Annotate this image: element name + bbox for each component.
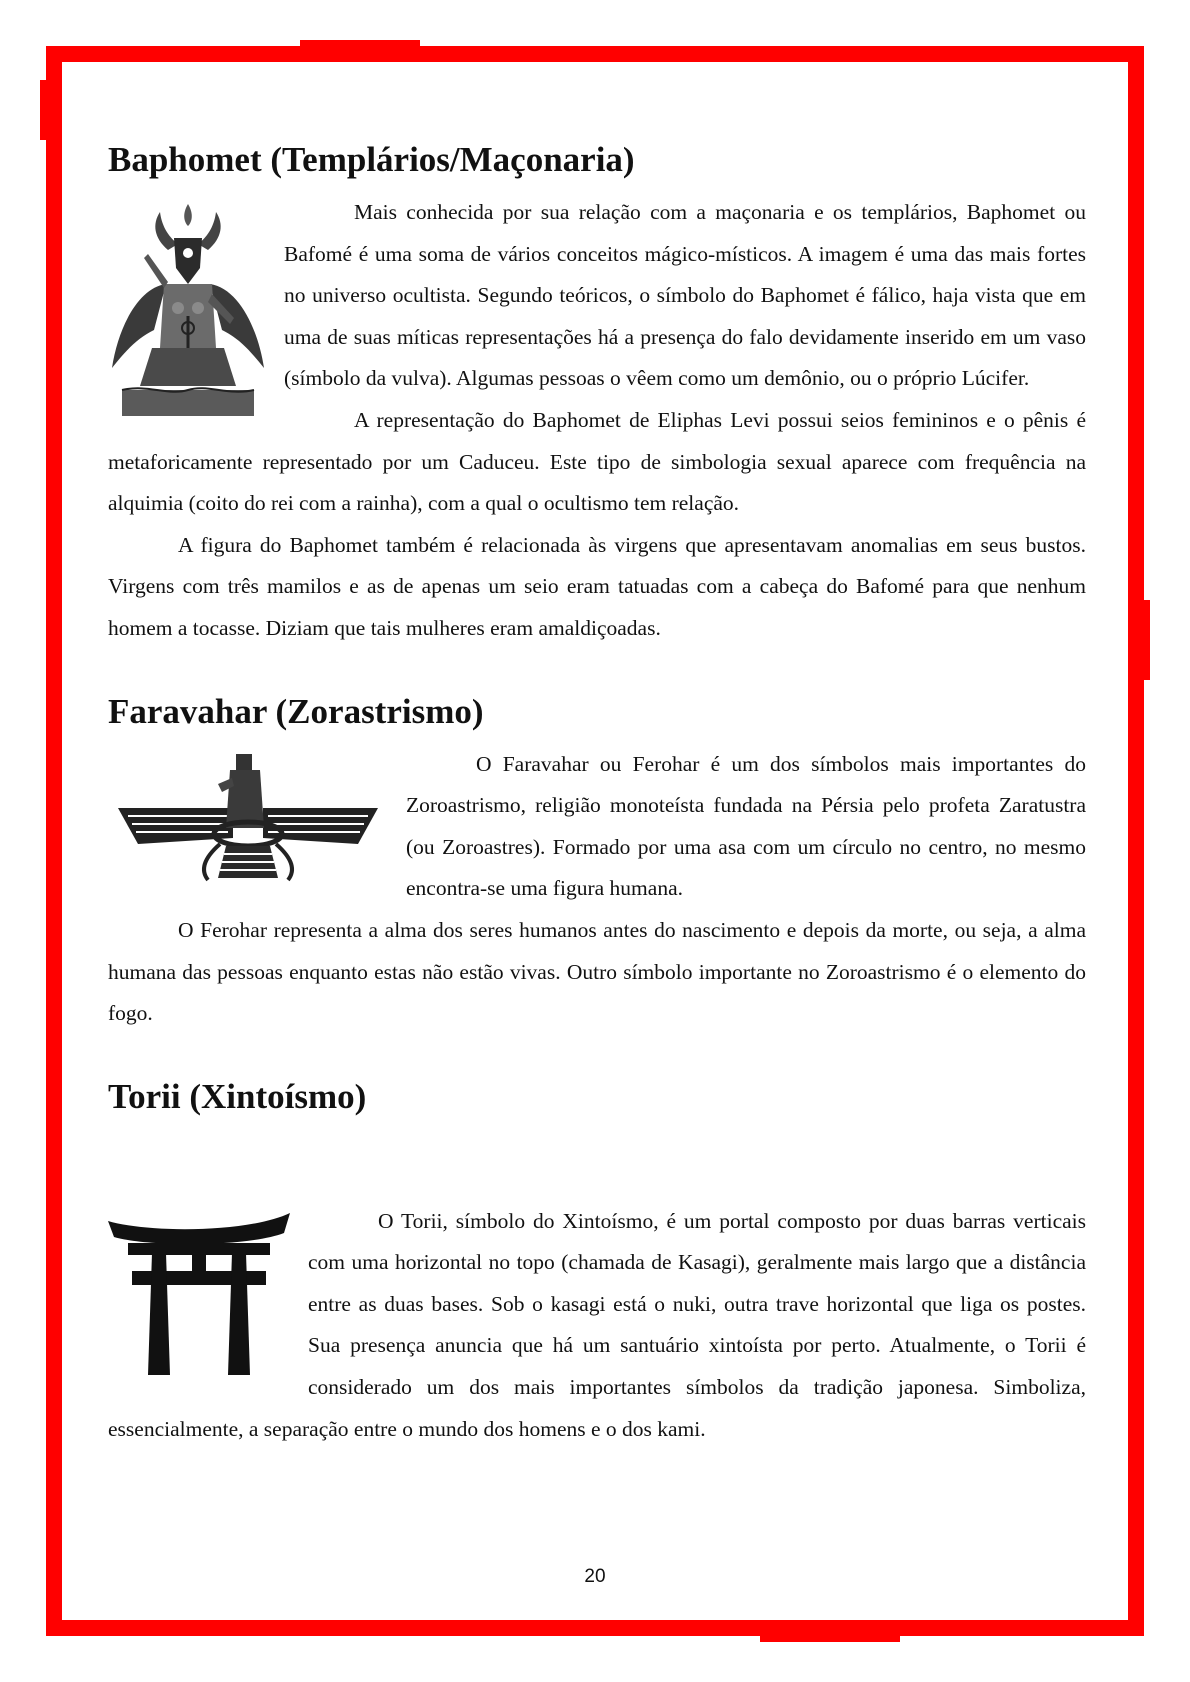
section-faravahar xyxy=(108,690,1086,1035)
section-torii xyxy=(108,1075,1086,1451)
heading-faravahar: Faravahar (Zorastrismo) xyxy=(108,691,484,731)
paragraph: A figura do Baphomet também é relacionada às virgens que apresentavam anomalias em seus bustos. Virgens com três mamilos e as de apenas um seio eram tatuadas com a cabeça do Bafomé para que nenhum homem a tocasse. Diziam que tais mulheres eram amaldiçoadas. xyxy=(108,532,1086,640)
torii-drawing xyxy=(108,1213,290,1381)
heading-baphomet: Baphomet (Templários/Maçonaria) xyxy=(108,140,635,179)
paragraph: A representação do Baphomet de Eliphas Levi possui seios femininos e o pênis é metaforicamente representado por um Caduceu. Este tipo de simbologia sexual aparece com frequência na alquimia (coito do rei com a rainha), com a qual o ocultismo tem relação. xyxy=(108,407,1086,516)
section-baphomet xyxy=(108,138,1086,650)
baphomet-illustration xyxy=(108,198,268,423)
paragraph: O Faravahar ou Ferohar é um dos símbolos mais importantes do Zoroastrismo, religião monoteísta fundada na Pérsia pelo profeta Zaratustra (ou Zoroastres). Formado por uma asa com um círculo no centro, no mesmo encontra-se uma figura humana. xyxy=(406,751,1086,901)
paragraph: Mais conhecida por sua relação com a maçonaria e os templários, Baphomet ou Bafomé é uma soma de vários conceitos mágico-místicos. A imagem é uma das mais fortes no universo ocultista. Segundo teóricos, o símbolo do Baphomet é fálico, haja vista que em uma de suas míticas representações há a presença do falo devidamente inserido em um vaso (símbolo da vulva). Algumas pessoas o vêem como um demônio, ou o próprio Lúcifer. xyxy=(284,200,1086,391)
frame-edge-accent xyxy=(40,80,50,140)
page-number: 20 xyxy=(584,1566,606,1587)
frame-edge-accent xyxy=(1140,600,1150,680)
frame-edge-accent xyxy=(760,1634,900,1642)
baphomet-drawing xyxy=(108,198,268,423)
paragraph: O Ferohar representa a alma dos seres humanos antes do nascimento e depois da morte, ou seja, a alma humana das pessoas enquanto estas não estão vivas. Outro símbolo importante no Zoroastrismo é o elemento do fogo. xyxy=(108,917,1086,1026)
frame-edge-accent xyxy=(300,40,420,48)
faravahar-drawing xyxy=(108,748,388,898)
page-content xyxy=(108,138,1086,1450)
heading-torii: Torii (Xintoísmo) xyxy=(108,1076,367,1116)
torii-gate-silhouette xyxy=(108,1213,290,1381)
faravahar-symbol xyxy=(108,748,388,898)
paragraph: O Torii, símbolo do Xintoísmo, é um portal composto por duas barras verticais com uma horizontal no topo (chamada de Kasagi), geralmente mais largo que a distância entre as duas bases. Sob o kasagi está o nuki, outra trave horizontal que liga os postes. Sua presença anuncia que há um santuário xintoísta por perto. Atualmente, o Torii é considerado um dos mais importantes símbolos da tradição japonesa. Simboliza, essencialmente, a separação entre o mundo dos homens e o dos kami. xyxy=(108,1208,1086,1441)
